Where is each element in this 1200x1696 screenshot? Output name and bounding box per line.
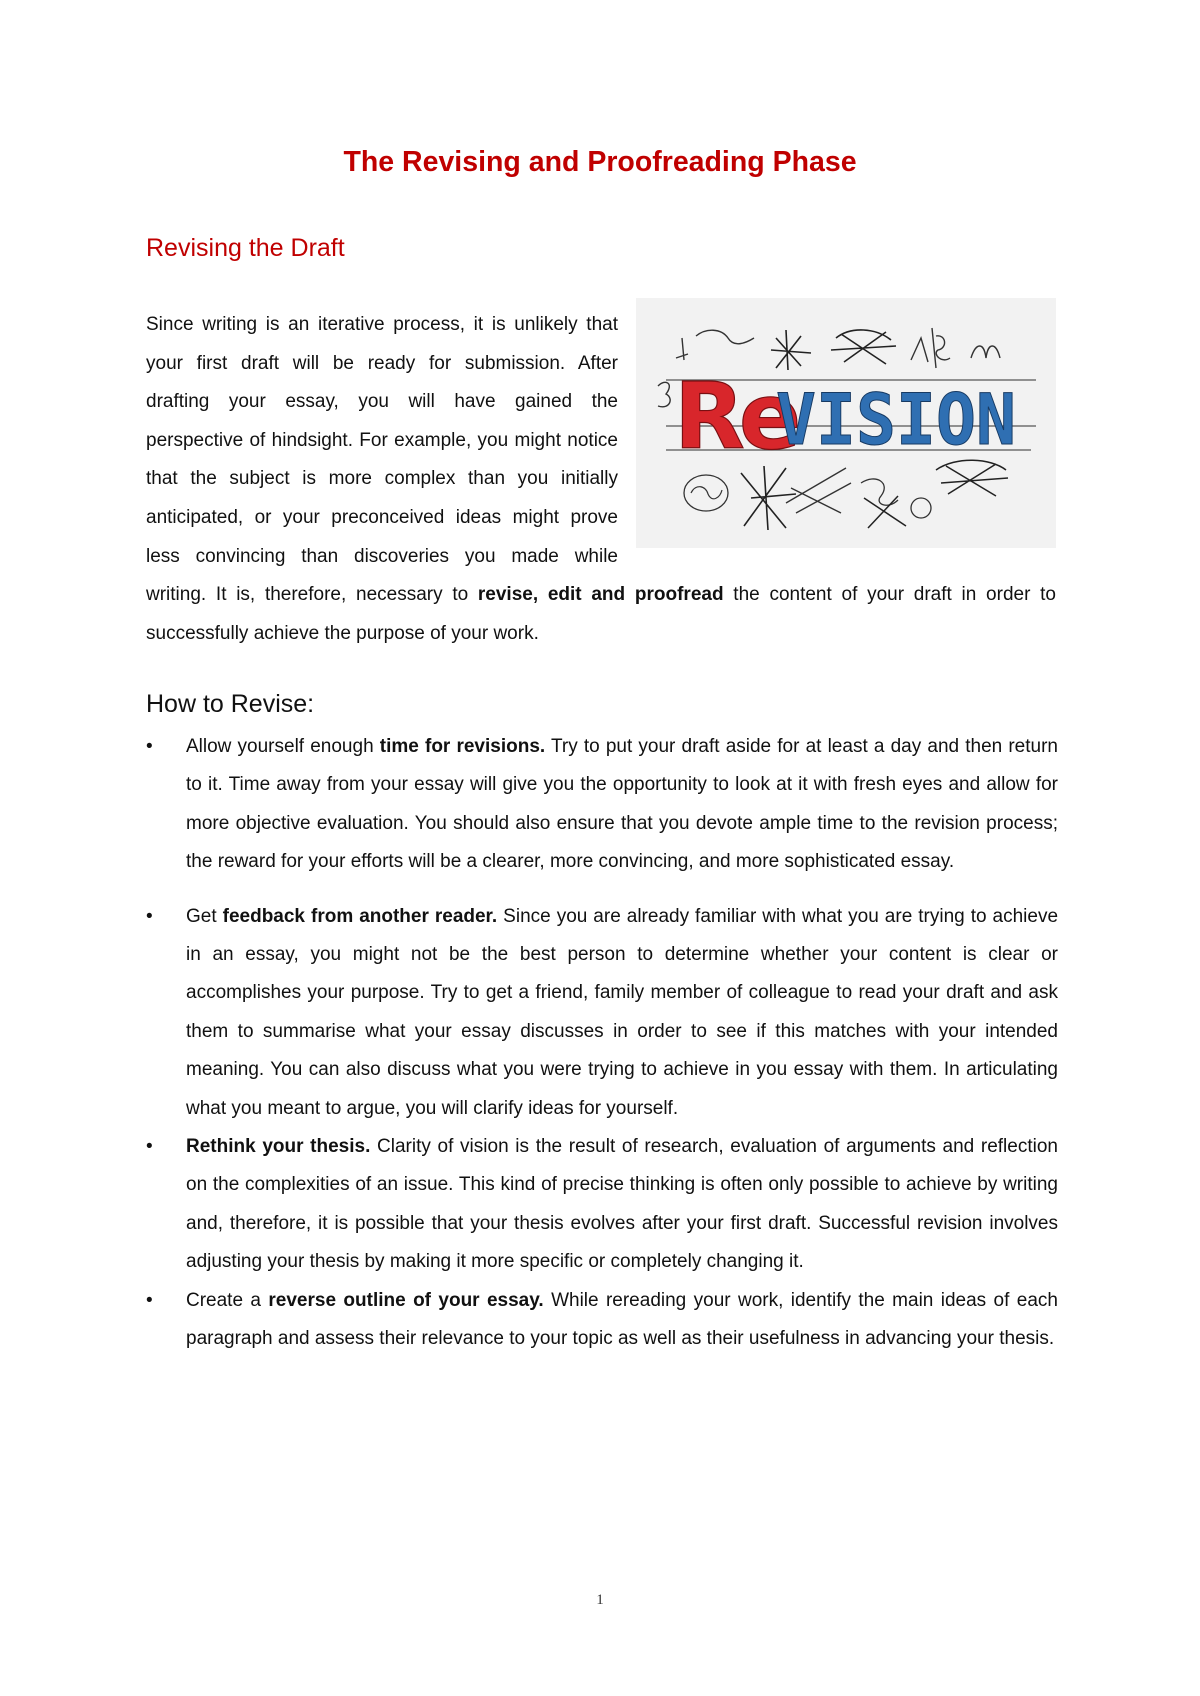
tip-bold: feedback from another reader. (222, 905, 498, 927)
tip-text: Get (186, 905, 223, 927)
how-to-revise-heading: How to Revise: (146, 690, 315, 718)
revision-vision-text: VISION (776, 379, 1016, 461)
tip-bold: time for revisions. (379, 736, 546, 757)
tip-rethink-thesis (146, 1128, 1058, 1282)
intro-text-before: Since writing is an iterative process, it is unlikely that your first draft will be ready for submission. After drafting your essay, you will have gained the perspective of hindsight. For example, you might notice that the subject is more complex than you initially anticipated, or your preconceived ideas might prove less convincing than discoveries you made while writing. It is, therefore, necessary to (146, 314, 618, 606)
page-number: 1 (596, 1592, 604, 1608)
tip-text: Try to put your draft aside for at least a day and then return to it. Time away from your essay will give you the opportunity to look at it with fresh eyes and allow for more objective evaluation. You should also ensure that you devote ample time to the revision process; the reward for your efforts will be a clearer, more convincing, and more sophisticated essay. (186, 736, 1058, 873)
tip-bold: Rethink your thesis. (186, 1136, 371, 1158)
revision-drawing (636, 298, 1056, 548)
tip-bold: reverse outline of your essay. (268, 1289, 544, 1311)
revision-tips-list (146, 728, 1058, 1359)
tip-text: Since you are already familiar with what you are trying to achieve in an essay, you might not be the best person to determine whether your content is clear or accomplishes your purpose. Try to get a friend, family member of colleague to read your draft and ask them to summarise what your essay discusses in order to see if this matches with your intended meaning. You can also discuss what you were trying to achieve in you essay with them. In articulating what you meant to argue, you will clarify ideas for yourself. (186, 905, 1059, 1119)
tip-feedback-from-reader (146, 898, 1058, 1128)
tip-text: While rereading your work, identify the main ideas of each paragraph and assess their relevance to your topic as well as their usefulness in advancing your thesis. (186, 1289, 1058, 1350)
tip-text: Create a (186, 1289, 269, 1311)
tip-text: Clarity of vision is the result of research, evaluation of arguments and reflection on the complexities of an issue. This kind of precise thinking is often only possible to achieve by writing and, therefore, it is possible that your thesis evolves after your first draft. Successful revision involves adjusting your thesis by making it more specific or completely changing it. (186, 1136, 1058, 1273)
intro-paragraph (146, 306, 1056, 653)
tip-time-for-revisions (146, 728, 1058, 882)
intro-text-after: the content of your draft in order to successfully achieve the purpose of your work. (146, 584, 1056, 644)
revision-illustration (636, 298, 1056, 548)
intro-bold-text: revise, edit and proofread (477, 584, 724, 606)
tip-reverse-outline (146, 1282, 1058, 1359)
tip-text: Allow yourself enough (186, 736, 380, 757)
revision-re-text: Re (674, 363, 796, 470)
page-title: The Revising and Proofreading Phase (343, 146, 857, 178)
section-heading: Revising the Draft (146, 234, 345, 262)
